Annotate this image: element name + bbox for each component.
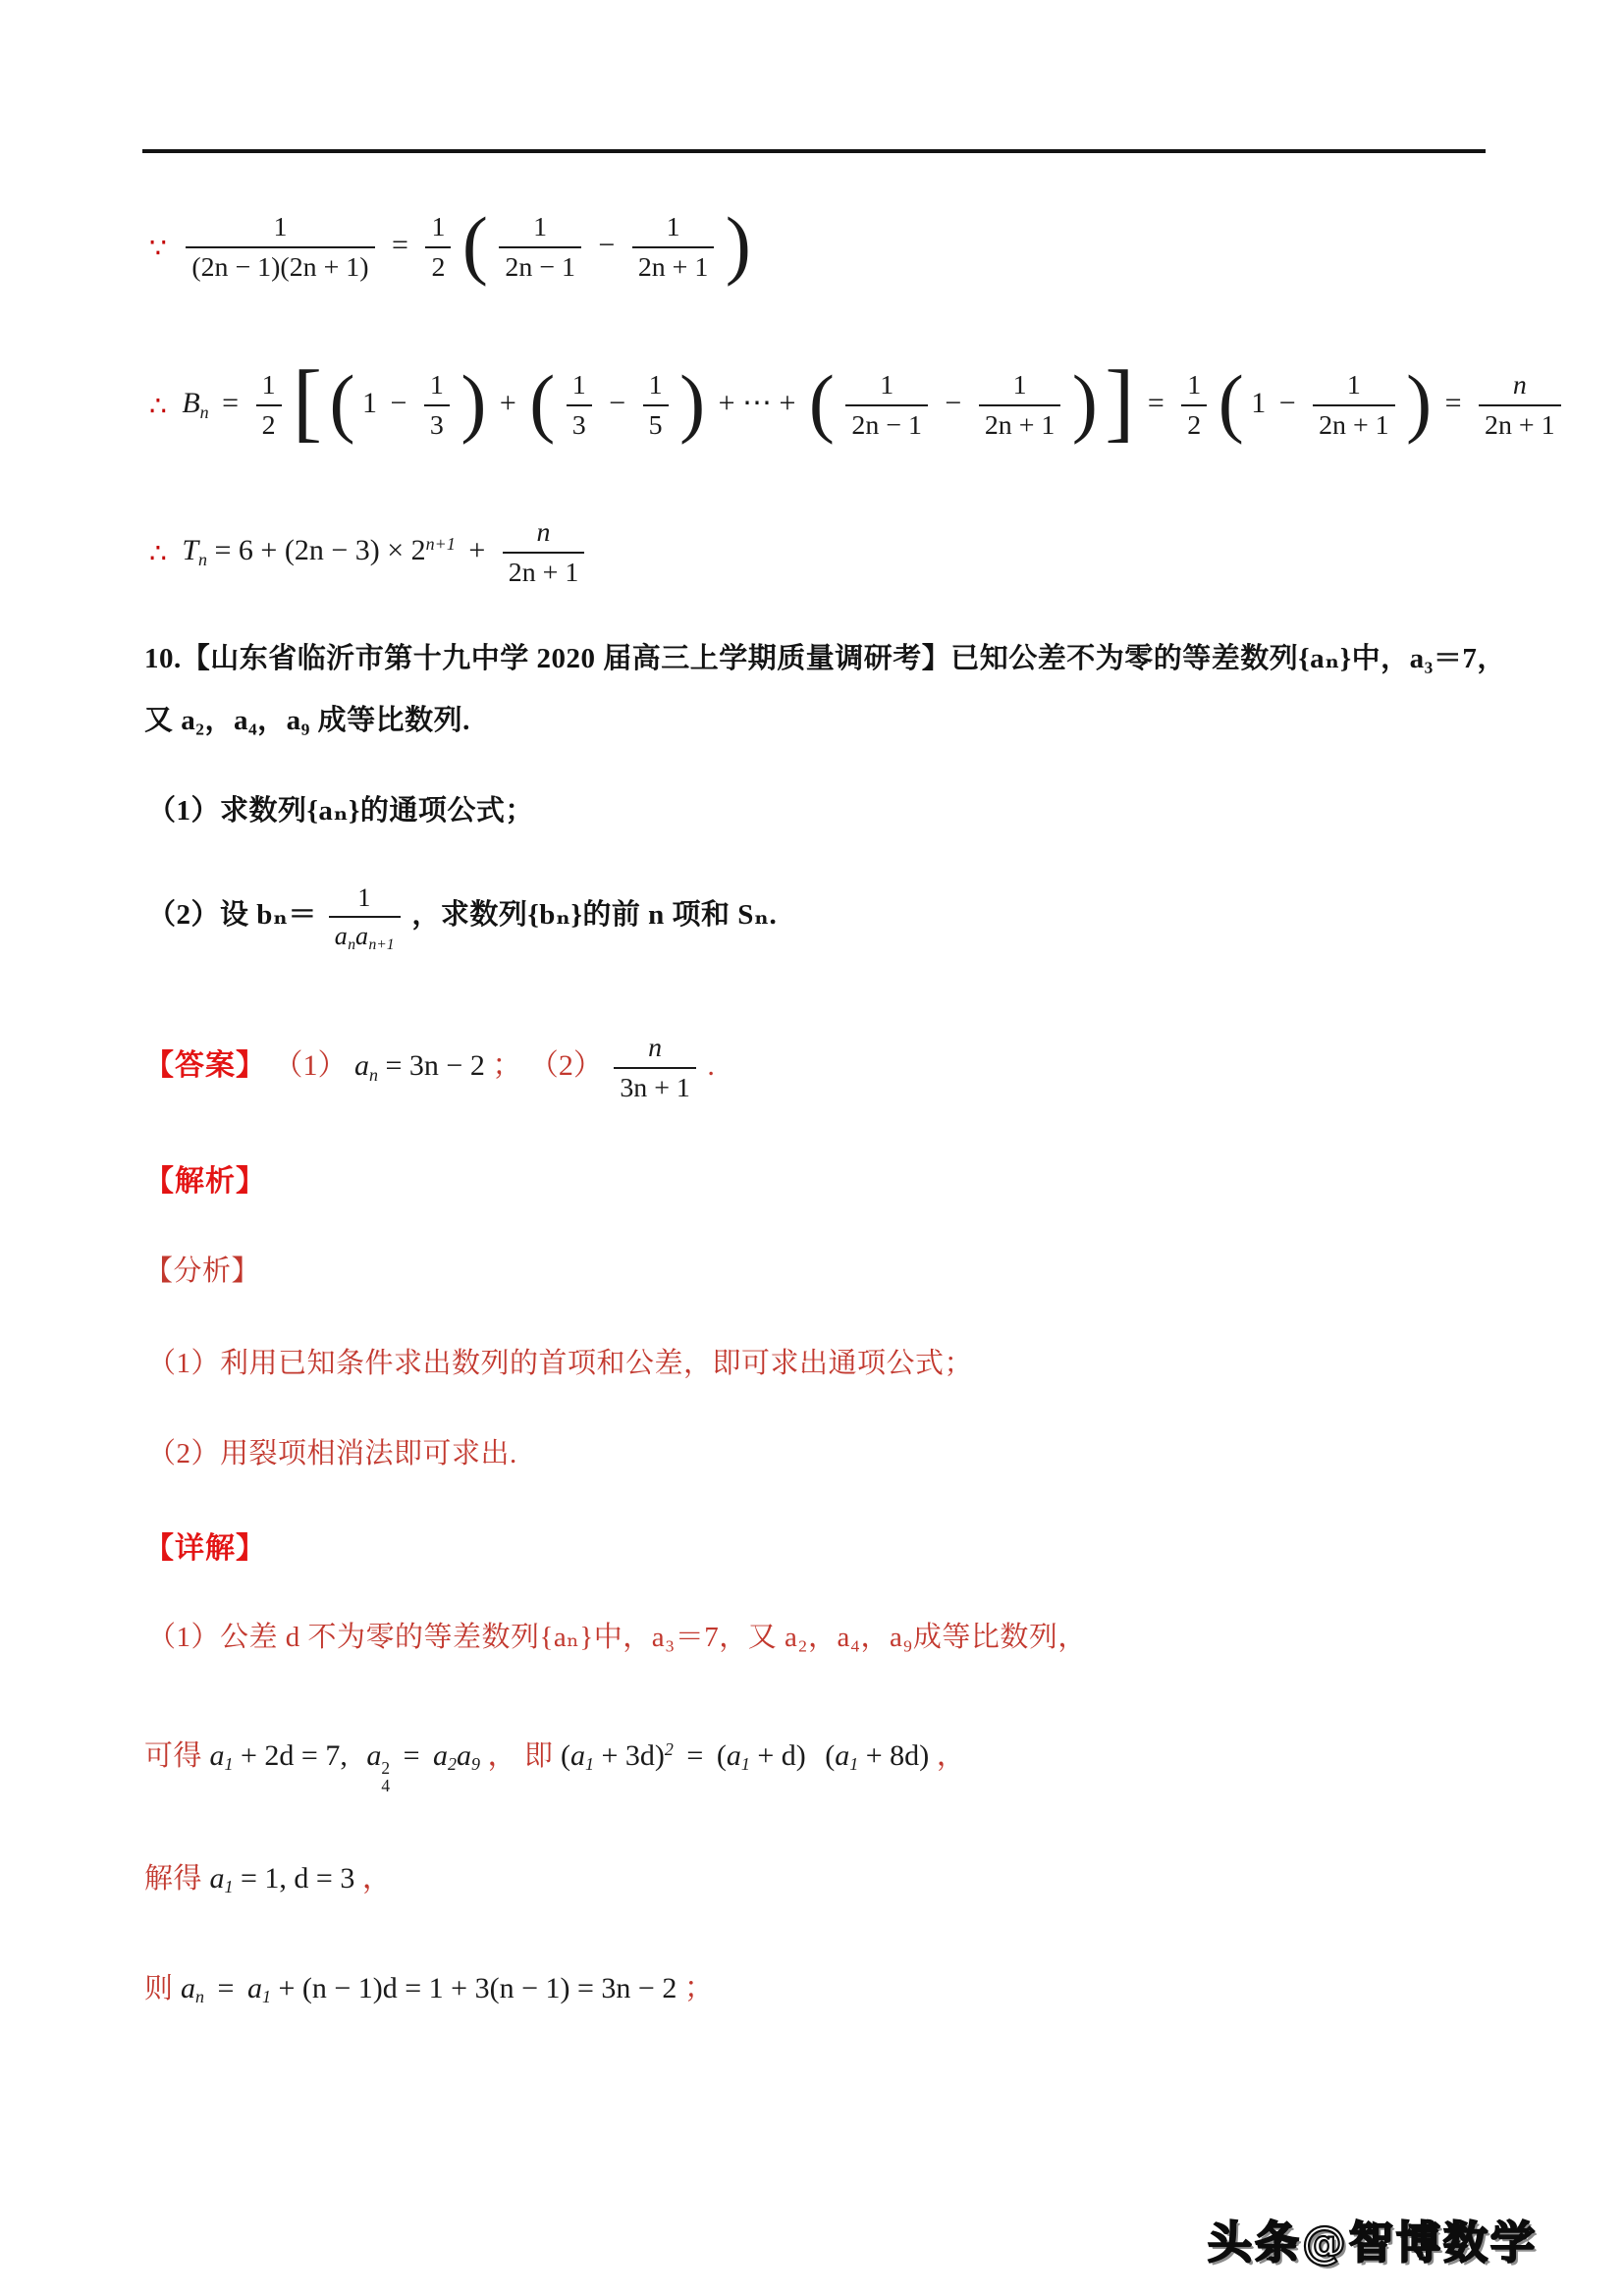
denominator: 5: [643, 404, 669, 443]
period: .: [707, 1049, 715, 1083]
answer-line: [144, 1031, 715, 1106]
math-run: + 2d = 7,: [241, 1739, 348, 1772]
fraction-answer: [614, 1031, 696, 1106]
math-run: = 1, d = 3: [241, 1862, 355, 1895]
var-a: a: [246, 1972, 262, 2004]
comma: ，: [487, 1739, 517, 1772]
open-paren: (: [808, 359, 835, 446]
close-paren: ): [460, 359, 487, 446]
fraction-one-half: [256, 368, 282, 444]
denominator: 2n + 1: [979, 404, 1061, 443]
label-text: 【解析】: [144, 1165, 266, 1198]
open-paren: (: [561, 1739, 570, 1772]
semicolon: ；: [683, 1972, 714, 2004]
fraction-term: [503, 515, 585, 591]
math-token: 1: [362, 387, 377, 420]
fraction-one-fifth: [643, 368, 669, 444]
open-paren: (: [461, 201, 488, 288]
subscript-n: n: [195, 1987, 205, 2007]
numerator: n: [536, 517, 551, 548]
numerator: 1: [429, 370, 444, 400]
fraction-result: [1479, 368, 1561, 444]
denominator: 2n + 1: [632, 246, 715, 285]
ellipsis-terms: + ⋯ +: [718, 387, 796, 420]
solution-line1: [147, 1615, 1087, 1655]
fraction-term: [845, 368, 928, 444]
formula-partial-fraction: [149, 201, 751, 288]
xiangjie-label: [144, 1523, 266, 1567]
denominator: 2n − 1: [845, 404, 928, 443]
close-paren: ): [795, 1739, 806, 1772]
denominator: 2n + 1: [1479, 404, 1561, 443]
ji-text: 即: [523, 1740, 554, 1772]
problem-text: 又 a₂，a₄，a₉ 成等比数列.: [144, 705, 470, 736]
var-B: B: [182, 387, 200, 420]
problem-text: （1）求数列{aₙ}的通项公式；: [147, 795, 534, 827]
close-paren: ): [679, 359, 706, 446]
problem-text: ，求数列{bₙ}的前 n 项和 Sₙ.: [411, 898, 778, 931]
denominator: 2n + 1: [503, 552, 585, 590]
analysis-point2: [147, 1431, 517, 1471]
denominator: 2n − 1: [499, 246, 581, 285]
numerator: 1: [431, 212, 446, 242]
numerator: 1: [261, 370, 276, 400]
var-a: a: [835, 1739, 850, 1772]
plus-sign: +: [468, 534, 486, 567]
fraction-one-third: [424, 368, 450, 444]
subscript-2: 2: [447, 1754, 457, 1775]
problem-10-part2: [147, 881, 777, 952]
fraction-one-half: [425, 210, 451, 286]
kede-text: 可得: [144, 1740, 203, 1772]
subscript-1: 1: [740, 1754, 750, 1775]
numerator: 1: [273, 212, 288, 242]
numerator: 1: [1346, 370, 1361, 400]
var-T: T: [182, 534, 199, 567]
minus-sign: −: [598, 229, 616, 262]
subscript-1: 1: [224, 1754, 234, 1775]
fraction-term: [1313, 368, 1395, 444]
close-paren: ): [1071, 359, 1098, 446]
comma: ，: [361, 1862, 392, 1895]
formula-tn-result: [149, 515, 588, 591]
denominator: 3: [567, 404, 592, 443]
numerator: 1: [533, 212, 548, 242]
label-text: 【分析】: [144, 1255, 261, 1287]
var-a: a: [570, 1739, 585, 1772]
var-a: a: [354, 922, 369, 951]
numerator: 1: [648, 370, 663, 400]
comma: ，: [936, 1739, 966, 1772]
subscript-n: n: [198, 549, 208, 569]
problem-10-statement-line2: [144, 698, 470, 738]
numerator: n: [1512, 370, 1527, 400]
denominator: 3: [424, 404, 450, 443]
subscript-4: 4: [381, 1776, 391, 1796]
subscript-1: 1: [224, 1877, 234, 1897]
fraction-bn-definition: [329, 881, 401, 952]
a4-sub-sup-stack: [381, 1759, 390, 1796]
close-bracket: ]: [1105, 353, 1135, 452]
problem-text: 10.【山东省临沂市第十九中学 2020 届高三上学期质量调研考】已知公差不为零的等差数列{aₙ}中，a₃＝7，: [144, 643, 1506, 674]
fraction-one-half: [1181, 368, 1207, 444]
because-icon: ∵: [149, 231, 167, 264]
fenxi-label: [144, 1249, 260, 1289]
var-a: a: [181, 1972, 196, 2004]
numerator: 1: [1012, 370, 1027, 400]
fraction-lhs: [186, 210, 374, 286]
minus-sign: −: [945, 387, 962, 420]
open-paren: (: [529, 359, 556, 446]
numerator: 1: [571, 370, 586, 400]
math-run: + d: [757, 1739, 796, 1772]
formula-bn-telescoping: [149, 353, 1565, 452]
denominator: (2n − 1)(2n + 1): [186, 246, 374, 285]
var-a: a: [209, 1862, 225, 1895]
jiede-text: 解得: [144, 1863, 203, 1895]
math-run: = 3n − 2: [385, 1049, 485, 1083]
var-a: a: [432, 1739, 448, 1772]
subscript-1: 1: [585, 1754, 594, 1775]
subscript-n: n: [199, 401, 209, 422]
solution-text: （1）公差 d 不为零的等差数列{aₙ}中，a₃＝7，又 a₂，a₄，a₉成等比数列，: [147, 1622, 1087, 1653]
numerator: 1: [1187, 370, 1202, 400]
solution-line2: [144, 1731, 966, 1795]
numerator: 1: [880, 370, 894, 400]
var-a: a: [334, 922, 349, 951]
denominator: 2: [425, 246, 451, 285]
problem-10-part1: [147, 788, 534, 828]
math-run: + 8d: [865, 1739, 920, 1772]
numerator: n: [648, 1033, 663, 1063]
var-a: a: [366, 1739, 382, 1772]
watermark: [1208, 2207, 1538, 2270]
var-a: a: [456, 1739, 471, 1772]
math-run: + 3d: [601, 1739, 655, 1772]
solution-line4: [144, 1963, 714, 2006]
superscript-2: 2: [664, 1739, 674, 1760]
numerator: 1: [357, 883, 371, 912]
problem-text: （2）设 bₙ＝: [147, 898, 317, 931]
part1-marker: （1）: [273, 1049, 348, 1083]
jiexi-label: [144, 1156, 266, 1200]
subscript-1: 1: [849, 1754, 859, 1775]
semicolon: ；: [492, 1049, 522, 1083]
numerator: 1: [666, 212, 680, 242]
superscript-n-plus-1: n+1: [425, 534, 456, 555]
open-paren: (: [1218, 359, 1244, 446]
label-text: 【详解】: [144, 1532, 266, 1565]
open-paren: (: [825, 1739, 836, 1772]
equals-sign: =: [686, 1739, 704, 1772]
open-paren: (: [716, 1739, 727, 1772]
denominator: [329, 916, 401, 952]
close-paren: ): [1406, 359, 1433, 446]
close-paren: ): [725, 201, 751, 288]
ze-text: 则: [144, 1973, 174, 2004]
minus-sign: −: [1278, 387, 1296, 420]
subscript-n: n: [369, 1064, 378, 1085]
watermark-text: 头条@智博数学: [1207, 2216, 1538, 2269]
minus-sign: −: [390, 387, 407, 420]
analysis-text: （2）用裂项相消法即可求出.: [147, 1438, 517, 1469]
denominator: 3n + 1: [614, 1067, 696, 1105]
open-paren: (: [329, 359, 355, 446]
fraction-term1: [499, 210, 581, 286]
equals-sign: =: [1444, 387, 1462, 420]
therefore-icon: ∴: [149, 536, 167, 569]
equals-sign: =: [222, 387, 240, 420]
fraction-one-third: [567, 368, 592, 444]
equals-sign: =: [217, 1972, 235, 2004]
subscript-9: 9: [470, 1754, 480, 1775]
denominator: 2: [256, 404, 282, 443]
fraction-term2: [632, 210, 715, 286]
denominator: 2: [1181, 404, 1207, 443]
answer-label: 【答案】: [144, 1049, 266, 1083]
open-bracket: [: [293, 353, 323, 452]
close-paren: ): [654, 1739, 665, 1772]
part2-marker: （2）: [528, 1049, 603, 1083]
page-top-rule: [142, 149, 1486, 153]
var-a: a: [209, 1739, 225, 1772]
close-paren: ): [919, 1739, 930, 1772]
math-run: = 6 + (2n − 3) × 2: [214, 534, 426, 567]
fraction-term: [979, 368, 1061, 444]
analysis-point1: [147, 1341, 973, 1381]
analysis-text: （1）利用已知条件求出数列的首项和公差，即可求出通项公式；: [147, 1348, 974, 1379]
math-token: 1: [1251, 387, 1267, 420]
subscript-n: n: [348, 935, 355, 953]
equals-sign: =: [1147, 387, 1164, 420]
equals-sign: =: [392, 229, 408, 262]
minus-sign: −: [609, 387, 626, 420]
var-a: a: [726, 1739, 741, 1772]
var-a: a: [354, 1049, 369, 1083]
subscript-n-plus-1: n+1: [368, 935, 395, 953]
equals-sign: =: [403, 1739, 420, 1772]
plus-sign: +: [499, 387, 516, 420]
problem-10-statement-line1: [144, 636, 1506, 676]
math-run: + (n − 1)d = 1 + 3(n − 1) = 3n − 2: [278, 1972, 677, 2004]
denominator: 2n + 1: [1313, 404, 1395, 443]
superscript-2: 2: [381, 1757, 391, 1778]
therefore-icon: ∴: [149, 389, 167, 422]
solution-line3: [144, 1853, 392, 1896]
subscript-1: 1: [261, 1987, 271, 2007]
